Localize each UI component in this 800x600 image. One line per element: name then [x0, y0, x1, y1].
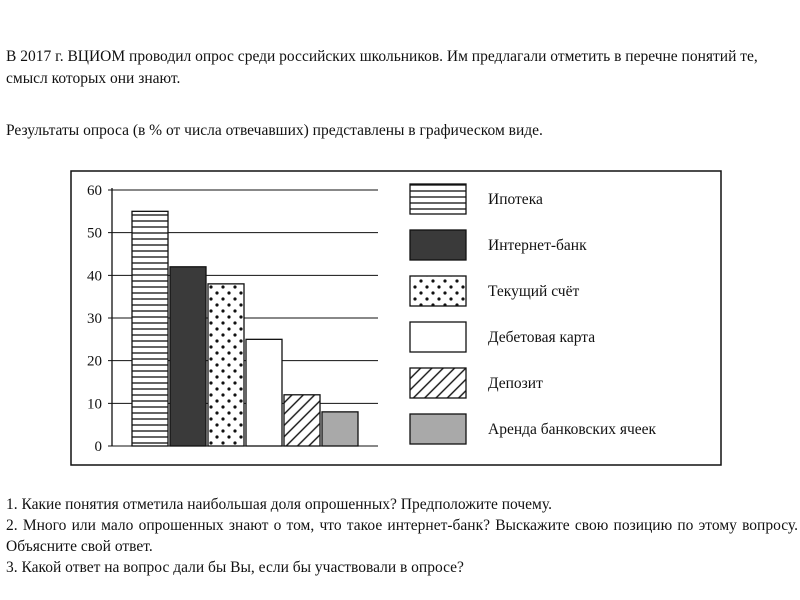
bar-2 — [170, 267, 206, 446]
y-tick-label: 60 — [87, 183, 102, 199]
intro-paragraph: В 2017 г. ВЦИОМ проводил опрос среди российских школьников. Им предлагали отметить в перечне понятий те, смысл которых они знают. — [6, 48, 758, 87]
bar-4 — [246, 339, 282, 446]
legend-swatch-5 — [410, 368, 466, 398]
legend-label-4: Дебетовая карта — [488, 329, 596, 346]
question-2: 2. Много или мало опрошенных знают о том, что такое интернет-банк? Выскажите свою позицию по этому вопросу. Объясните свой ответ. — [6, 517, 798, 555]
legend-swatch-4 — [410, 322, 466, 352]
y-tick-label: 20 — [87, 353, 102, 370]
legend-label-2: Интернет-банк — [488, 237, 587, 254]
legend-label-1: Ипотека — [488, 191, 543, 208]
legend-swatch-1 — [410, 184, 466, 214]
legend-label-6: Аренда банковских ячеек — [488, 421, 657, 438]
bar-5 — [284, 395, 320, 446]
y-tick-label: 50 — [87, 225, 102, 242]
legend-swatch-2 — [410, 230, 466, 260]
bar-3 — [208, 284, 244, 446]
question-3: 3. Какой ответ на вопрос дали бы Вы, если бы участвовали в опросе? — [6, 559, 464, 576]
legend-swatch-6 — [410, 414, 466, 444]
results-caption: Результаты опроса (в % от числа отвечавших) представлены в графическом виде. — [6, 122, 543, 139]
legend-label-3: Текущий счёт — [488, 283, 580, 300]
questions-block — [6, 494, 798, 578]
legend-label-5: Депозит — [488, 375, 543, 392]
y-tick-label: 30 — [87, 311, 102, 327]
y-tick-label: 0 — [94, 439, 102, 455]
bar-6 — [322, 412, 358, 446]
y-tick-label: 10 — [87, 396, 102, 413]
bar-1 — [132, 211, 168, 446]
legend-swatch-3 — [410, 276, 466, 306]
chart — [70, 170, 722, 466]
bar-chart-svg — [70, 170, 722, 466]
y-tick-label: 40 — [87, 268, 102, 285]
question-1: 1. Какие понятия отметила наибольшая доля опрошенных? Предположите почему. — [6, 496, 552, 513]
